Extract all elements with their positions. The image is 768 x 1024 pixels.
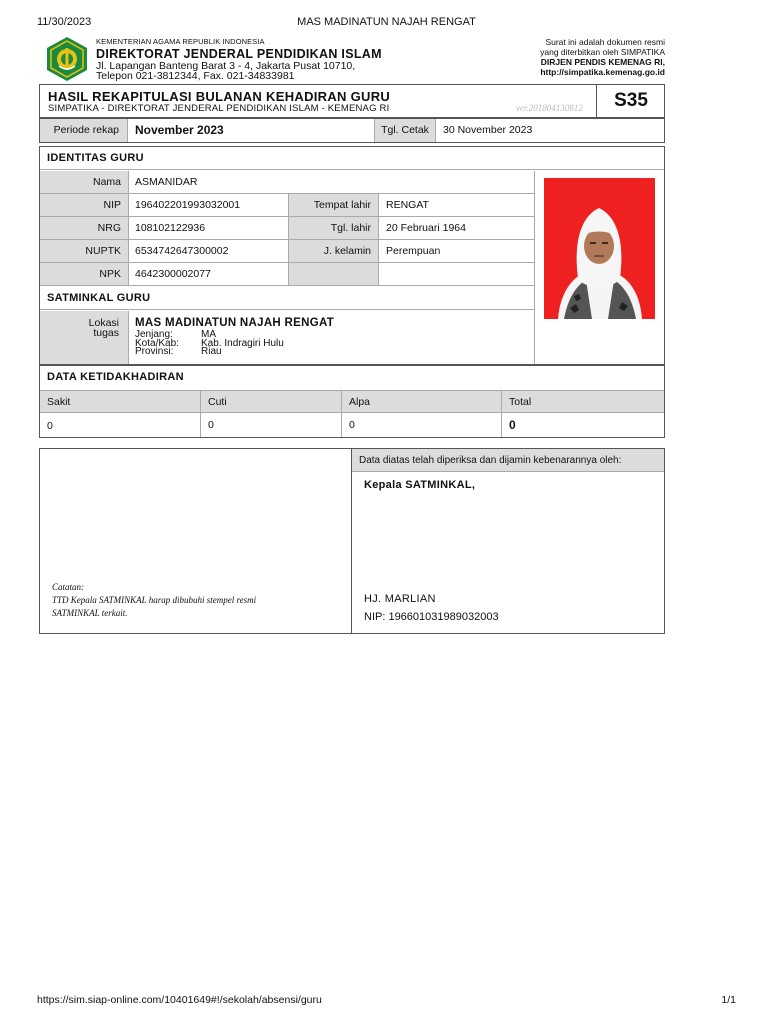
page-count: 1/1: [721, 994, 736, 1006]
satminkal-title-row: [40, 287, 534, 310]
nip-label: NIP: [40, 194, 128, 216]
location-label-line-2: tugas: [93, 327, 119, 339]
absence-total-value: 0: [501, 413, 516, 437]
table-row: [40, 263, 534, 286]
print-header: [37, 16, 736, 30]
notice-line-3: DIRJEN PENDIS KEMENAG RI,: [540, 57, 665, 67]
notice-line-1: Surat ini adalah dokumen resmi: [545, 37, 665, 47]
table-row: [40, 194, 534, 217]
print-title: MAS MADINATUN NAJAH RENGAT: [297, 16, 476, 28]
kemenag-logo-icon: [44, 36, 90, 82]
location-divider: [128, 311, 129, 364]
address-line-2: Telepon 021-3812344, Fax. 021-34833981: [96, 70, 295, 82]
absence-sick-value: 0: [47, 420, 53, 432]
identity-title: IDENTITAS GURU: [47, 152, 144, 164]
nip-value: 196402201993032001: [128, 194, 240, 216]
verified-text: Data diatas telah diperiksa dan dijamin kebenarannya oleh:: [352, 449, 664, 472]
teacher-portrait-icon: [544, 178, 655, 319]
notes-area: [40, 449, 352, 633]
nuptk-label: NUPTK: [40, 240, 128, 262]
location-label: [40, 311, 128, 364]
birthdate-label: Tgl. lahir: [288, 217, 378, 239]
npk-empty-cell: [288, 263, 378, 285]
signer-role: Kepala SATMINKAL,: [364, 479, 476, 491]
notice-line-2: yang diterbitkan oleh SIMPATIKA: [540, 47, 665, 57]
npk-label: NPK: [40, 263, 128, 285]
birthplace-value: RENGAT: [378, 194, 429, 216]
print-date-label: Tgl. Cetak: [374, 119, 436, 142]
note-title: Catatan:: [52, 582, 85, 592]
note-text: TTD Kepala SATMINKAL harap dibubuhi stempel resmi SATMINKAL terkait.: [52, 595, 257, 618]
absence-absent-value: 0: [341, 413, 355, 437]
print-date: 11/30/2023: [37, 16, 92, 28]
birthdate-value: 20 Februari 1964: [378, 217, 466, 239]
nrg-value: 108102122936: [128, 217, 205, 239]
teacher-photo: [544, 178, 655, 319]
gender-value: Perempuan: [378, 240, 440, 262]
absence-section: [39, 365, 665, 438]
period-value: November 2023: [135, 123, 224, 137]
signer-name: HJ. MARLIAN: [364, 593, 436, 605]
npk-value: 4642300002077: [128, 263, 211, 285]
absence-header-absent: Alpa: [341, 391, 370, 413]
absence-title: DATA KETIDAKHADIRAN: [47, 371, 184, 383]
ministry-name: KEMENTERIAN AGAMA REPUBLIK INDONESIA: [96, 37, 265, 46]
name-label: Nama: [40, 171, 128, 193]
official-notice: [540, 37, 665, 77]
nuptk-value: 6534742647300002: [128, 240, 228, 262]
gender-label: J. kelamin: [288, 240, 378, 262]
province-key: Provinsi:: [135, 346, 174, 357]
absence-header-row: [40, 390, 664, 413]
letterhead: [40, 36, 665, 82]
period-box: [39, 118, 665, 143]
absence-header-sick: Sakit: [47, 396, 71, 408]
identity-section: [39, 146, 665, 365]
print-url: https://sim.siap-online.com/10401649#!/sekolah/absensi/guru: [37, 994, 322, 1006]
nrg-label: NRG: [40, 217, 128, 239]
school-details: [135, 331, 284, 357]
table-row: [40, 240, 534, 263]
birthplace-label: Tempat lahir: [288, 194, 378, 216]
province-value: Riau: [201, 346, 222, 357]
table-row: [40, 217, 534, 240]
level-key: Jenjang:: [135, 329, 173, 340]
absence-header-total: Total: [501, 391, 531, 413]
directorate-name: DIREKTORAT JENDERAL PENDIDIKAN ISLAM: [96, 47, 382, 61]
satminkal-title: SATMINKAL GURU: [47, 292, 151, 304]
school-name: MAS MADINATUN NAJAH RENGAT: [135, 317, 335, 329]
version-label: ver.201804130812: [516, 103, 583, 113]
note: [52, 581, 292, 620]
table-row: [40, 171, 534, 194]
print-date-value: 30 November 2023: [443, 124, 533, 136]
absence-leave-value: 0: [200, 413, 214, 437]
signature-section: [39, 448, 665, 634]
name-value: ASMANIDAR: [128, 171, 197, 193]
npk-empty-divider: [378, 263, 379, 285]
notice-link[interactable]: http://simpatika.kemenag.go.id: [540, 67, 665, 77]
period-label: Periode rekap: [40, 119, 128, 142]
level-value: MA: [201, 329, 216, 340]
address-line-1: Jl. Lapangan Banteng Barat 3 - 4, Jakarta Pusat 10710,: [96, 60, 356, 72]
signer-nip: NIP: 196601031989032003: [364, 611, 499, 623]
report-title-box: [39, 84, 665, 118]
report-subtitle: SIMPATIKA - DIREKTORAT JENDERAL PENDIDIKAN ISLAM - KEMENAG RI: [48, 103, 390, 114]
absence-header-leave: Cuti: [200, 391, 227, 413]
photo-column-divider: [534, 171, 535, 364]
report-code: S35: [596, 85, 665, 117]
identity-title-row: [40, 147, 664, 170]
city-key: Kota/Kab:: [135, 337, 179, 349]
report-title: HASIL REKAPITULASI BULANAN KEHADIRAN GURU: [48, 89, 391, 104]
location-label-line-1: Lokasi: [88, 317, 119, 329]
city-value: Kab. Indragiri Hulu: [201, 337, 284, 349]
